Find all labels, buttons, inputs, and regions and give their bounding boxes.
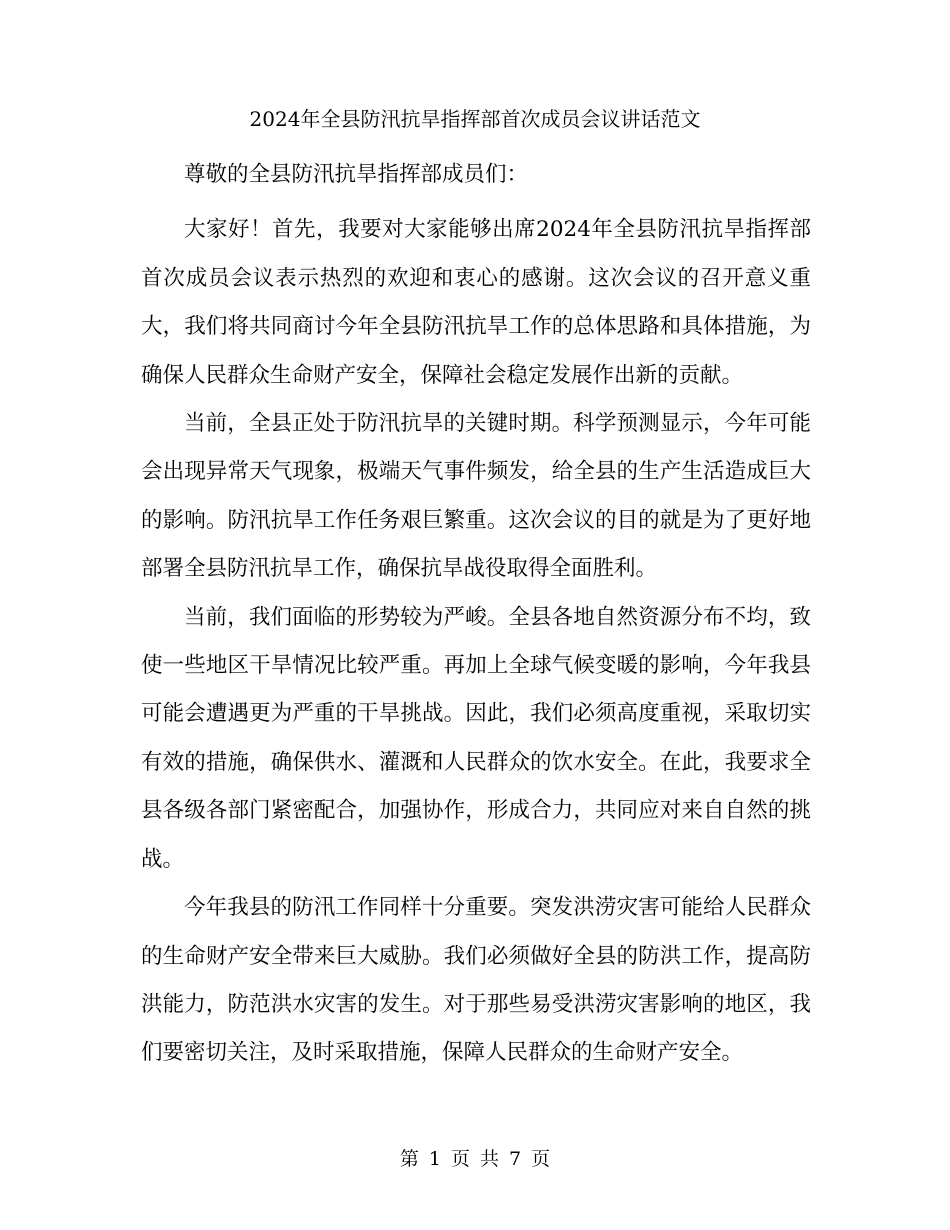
page-number-footer: 第 1 页 共 7 页 <box>399 1148 551 1170</box>
document-body <box>141 151 811 1078</box>
paragraph-welcome: 大家好！首先，我要对大家能够出席2024年全县防汛抗旱指挥部首次成员会议表示热烈的欢迎和衷心的感谢。这次会议的召开意义重大，我们将共同商讨今年全县防汛抗旱工作的总体思路和具体措施，为确保人民群众生命财产安全，保障社会稳定发展作出新的贡献。 <box>141 217 811 388</box>
salutation: 尊敬的全县防汛抗旱指挥部成员们： <box>184 162 529 187</box>
paragraph-current-period: 当前，全县正处于防汛抗旱的关键时期。科学预测显示，今年可能会出现异常天气现象，极端天气事件频发，给全县的生产生活造成巨大的影响。防汛抗旱工作任务艰巨繁重。这次会议的目的就是为了更好地部署全县防汛抗旱工作，确保抗旱战役取得全面胜利。 <box>141 411 811 582</box>
paragraph-drought-situation: 当前，我们面临的形势较为严峻。全县各地自然资源分布不均，致使一些地区干旱情况比较严重。再加上全球气候变暖的影响，今年我县可能会遭遇更为严重的干旱挑战。因此，我们必须高度重视，采取切实有效的措施，确保供水、灌溉和人民群众的饮水安全。在此，我要求全县各级各部门紧密配合，加强协作，形成合力，共同应对来自自然的挑战。 <box>141 604 811 872</box>
paragraph-flood-prevention: 今年我县的防汛工作同样十分重要。突发洪涝灾害可能给人民群众的生命财产安全带来巨大威胁。我们必须做好全县的防洪工作，提高防洪能力，防范洪水灾害的发生。对于那些易受洪涝灾害影响的地区，我们要密切关注，及时采取措施，保障人民群众的生命财产安全。 <box>141 895 811 1066</box>
document-title: 2024年全县防汛抗旱指挥部首次成员会议讲话范文 <box>249 107 701 131</box>
